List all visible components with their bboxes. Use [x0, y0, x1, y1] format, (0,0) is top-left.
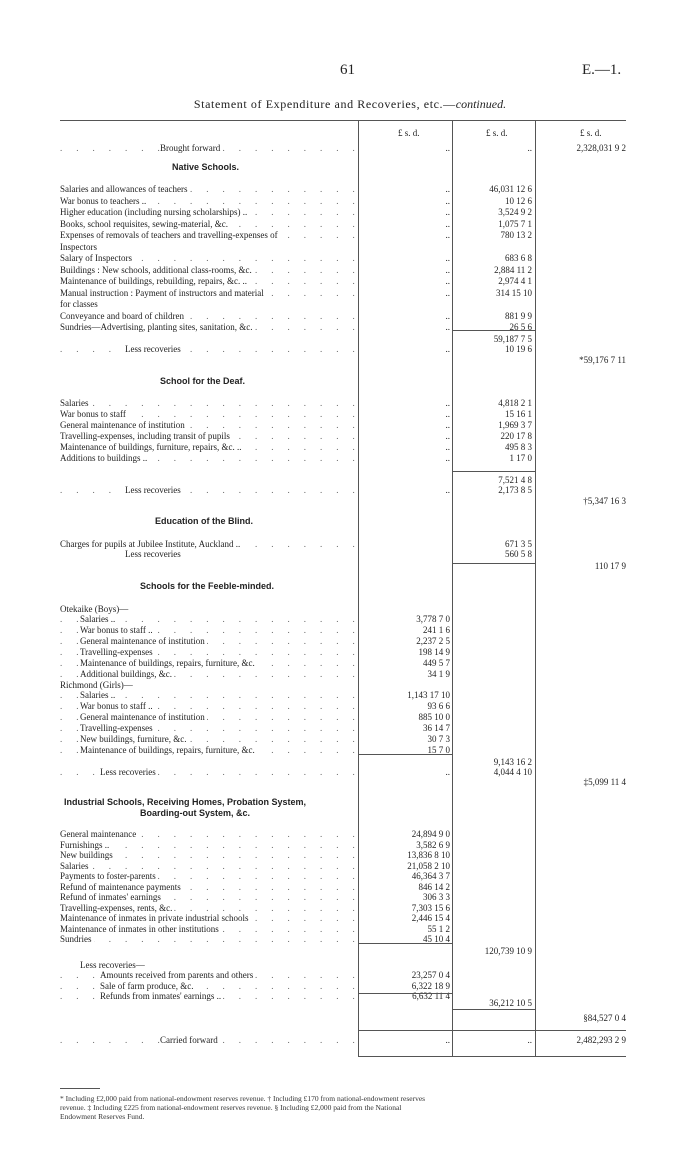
- native-row-c1: ..: [445, 184, 450, 194]
- deaf-subtotal: 7,521 4 8: [498, 475, 532, 485]
- brought-forward-c3: 2,328,031 9 2: [576, 143, 626, 153]
- richmond-row-label: New buildings, furniture, &c. .: [60, 734, 356, 744]
- otekaike-row-c1: 3,778 7 0: [416, 614, 450, 624]
- industrial-row-c1: 846 14 2: [418, 881, 450, 892]
- deaf-row-c2: 1 17 0: [509, 453, 532, 463]
- native-row-c2: 10 12 6: [505, 195, 532, 206]
- industrial-row-label: Payments to foster-parents .: [60, 871, 356, 881]
- deaf-row-c1: ..: [445, 409, 450, 419]
- otekaike-row-label: War bonus to staff .. .: [60, 625, 356, 635]
- richmond-row-label: General maintenance of institution .: [60, 712, 356, 722]
- industrial-row-c1: 45 10 4: [423, 934, 450, 944]
- native-row-c2: 683 6 8: [505, 253, 532, 263]
- brought-forward-c2: ..: [527, 143, 532, 153]
- footnote-line-3: Endowment Reserves Fund.: [60, 1112, 145, 1121]
- deaf-less-label: Less recoveries .: [60, 485, 356, 495]
- native-row-label: Books, school requisites, sewing-material, &c. .: [60, 219, 356, 229]
- deaf-row-label: War bonus to staff .: [60, 409, 356, 419]
- deaf-row-c1: ..: [445, 453, 450, 463]
- native-less-c2: 10 19 6: [505, 344, 532, 354]
- native-row-c2: 46,031 12 6: [489, 184, 532, 194]
- richmond-row-c1: 15 7 0: [427, 745, 450, 755]
- native-row-c2: 3,524 9 2: [498, 207, 532, 217]
- deaf-row-label: Travelling-expenses, including transit of pupils .: [60, 431, 356, 441]
- footnote-rule: [60, 1088, 100, 1089]
- native-row-label: Expenses of removals of teachers and travelling-expenses of .: [60, 230, 356, 240]
- native-less-c1: ..: [445, 344, 450, 354]
- feeble-less-c2: 4,044 4 10: [493, 767, 532, 777]
- industrial-less-row-c1: 6,322 18 9: [411, 980, 450, 991]
- native-row-c2: 1,075 7 1: [498, 218, 532, 229]
- otekaike-row-c1: 34 1 9: [427, 669, 450, 679]
- industrial-less-rule: [358, 993, 452, 994]
- deaf-net: †5,347 16 3: [583, 496, 626, 506]
- deaf-row-c1: ..: [445, 442, 450, 452]
- industrial-row-c1: 3,582 6 9: [416, 839, 450, 850]
- native-row-c1: ..: [445, 310, 450, 321]
- feeble-subtotal-rule: [358, 754, 452, 755]
- industrial-subtotal-rule: [358, 943, 452, 944]
- feeble-less-c1: ..: [445, 767, 450, 777]
- brought-forward-c1: ..: [445, 143, 450, 153]
- richmond-row-label: War bonus to staff .. .: [60, 701, 356, 711]
- native-row-c2: 2,884 11 2: [494, 264, 532, 275]
- native-row-label: Higher education (including nursing scholarships) .. .: [60, 207, 356, 217]
- feeble-subtotal: 9,143 16 2: [493, 757, 532, 767]
- deaf-row-c2: 4,818 2 1: [498, 398, 532, 408]
- industrial-row-label: Salaries .: [60, 861, 356, 871]
- carried-forward-c2: ..: [527, 1035, 532, 1045]
- top-rule: [60, 120, 626, 121]
- page-number: 61: [340, 62, 355, 78]
- blind-net: 110 17 9: [594, 561, 626, 571]
- industrial-net-rule: [452, 1009, 535, 1010]
- native-row-label: Manual instruction : Payment of instructors and material .: [60, 288, 356, 298]
- otekaike-group-label: Otekaike (Boys)—: [60, 604, 129, 614]
- deaf-row-c2: 220 17 8: [500, 431, 532, 441]
- deaf-row-label: Salaries .: [60, 398, 356, 408]
- industrial-row-label: Maintenance of inmates in private industrial schools .: [60, 913, 356, 923]
- footnote-line-2: revenue. ‡ Including £225 from national-endowment reserves revenue. § Including £2,000 paid from the National: [60, 1103, 402, 1112]
- industrial-row-c1: 46,364 3 7: [411, 871, 450, 881]
- industrial-net: §84,527 0 4: [583, 1013, 626, 1023]
- document-code: E.—1.: [582, 62, 622, 78]
- otekaike-row-label: General maintenance of institution .: [60, 636, 356, 646]
- industrial-less-row-label: Sale of farm produce, &c. .: [60, 981, 356, 991]
- carried-rule: [358, 1030, 626, 1031]
- brought-forward-label: Brought forward .: [60, 143, 356, 153]
- deaf-school-heading: School for the Deaf.: [160, 376, 246, 386]
- native-row-c2: 26 5 6: [509, 322, 532, 332]
- industrial-row-label: New buildings .: [60, 850, 356, 860]
- native-schools-heading: Native Schools.: [172, 162, 240, 172]
- blind-heading: Education of the Blind.: [155, 516, 253, 526]
- deaf-row-c1: ..: [445, 431, 450, 441]
- native-less-label: Less recoveries .: [60, 344, 356, 354]
- richmond-group-label: Richmond (Girls)—: [60, 680, 133, 690]
- deaf-row-c1: ..: [445, 398, 450, 408]
- industrial-less-row-label: Amounts received from parents and others .: [60, 970, 356, 980]
- feeble-less-label: Less recoveries .: [60, 767, 356, 777]
- native-row-c1: ..: [445, 276, 450, 286]
- col-header-2: £ s. d.: [486, 128, 508, 138]
- native-row-label: Maintenance of buildings, rebuilding, repairs, &c. .. .: [60, 276, 356, 286]
- industrial-row-label: General maintenance .: [60, 829, 356, 839]
- col-header-3: £ s. d.: [580, 128, 602, 138]
- column-rule-3: [535, 121, 536, 1056]
- native-row-c1: ..: [445, 264, 450, 275]
- blind-less-c2: 560 5 8: [505, 549, 532, 559]
- native-row-c2: 881 9 9: [505, 310, 532, 321]
- industrial-row-label: Refund of maintenance payments .: [60, 882, 356, 892]
- industrial-row-c1: 2,446 15 4: [411, 913, 450, 923]
- carried-forward-c3: 2,482,293 2 9: [576, 1035, 626, 1045]
- otekaike-row-c1: 241 1 6: [423, 625, 450, 635]
- otekaike-row-label: Maintenance of buildings, repairs, furniture, &c. .: [60, 658, 356, 668]
- blind-less-label: Less recoveries: [125, 549, 181, 559]
- native-row-c2: 2,974 4 1: [498, 276, 532, 286]
- industrial-row-c1: 55 1 2: [427, 923, 450, 934]
- otekaike-row-label: Travelling-expenses .: [60, 647, 356, 657]
- native-row-c1: ..: [445, 322, 450, 332]
- otekaike-row-c1: 198 14 9: [418, 647, 450, 657]
- deaf-row-c2: 15 16 1: [505, 409, 532, 419]
- col-header-1: £ s. d.: [398, 128, 420, 138]
- native-net: *59,176 7 11: [579, 355, 626, 365]
- native-row-c2: 314 15 10: [496, 287, 532, 298]
- industrial-row-label: Furnishings .. .: [60, 840, 356, 850]
- industrial-row-label: Sundries .: [60, 934, 356, 944]
- industrial-row-c1: 13,836 8 10: [407, 850, 450, 860]
- deaf-row-label: Additions to buildings .. .: [60, 453, 356, 463]
- industrial-row-label: Refund of inmates' earnings .: [60, 892, 356, 902]
- footnotes: [60, 1094, 630, 1121]
- richmond-row-c1: 93 6 6: [427, 701, 450, 711]
- title-text: Statement of Expenditure and Recoveries, etc.—: [193, 97, 456, 111]
- native-row-c1: ..: [445, 253, 450, 263]
- carried-forward-c1: ..: [445, 1035, 450, 1045]
- blind-rule: [452, 563, 535, 564]
- industrial-row-label: Maintenance of inmates in other institutions .: [60, 924, 356, 934]
- feeble-net: ‡5,099 11 4: [583, 777, 626, 787]
- otekaike-row-label: Salaries .. .: [60, 614, 356, 624]
- industrial-row-label: Travelling-expenses, rents, &c. .: [60, 903, 356, 913]
- native-row-label: War bonus to teachers .. .: [60, 196, 356, 206]
- native-row-label: Conveyance and board of children .: [60, 311, 356, 321]
- industrial-less-row-label: Refunds from inmates' earnings .. .: [60, 991, 356, 1001]
- native-row-c1: ..: [445, 195, 450, 206]
- native-row-c2: 780 13 2: [500, 230, 532, 240]
- richmond-row-c1: 36 14 7: [423, 723, 450, 733]
- industrial-heading-2: Boarding-out System, &c.: [140, 808, 251, 818]
- industrial-less-heading: Less recoveries—: [80, 960, 145, 970]
- deaf-row-c2: 495 8 3: [505, 442, 532, 452]
- feeble-minded-heading: Schools for the Feeble-minded.: [140, 581, 275, 591]
- deaf-less-c1: ..: [445, 485, 450, 495]
- native-subtotal-rule: [452, 330, 535, 331]
- industrial-row-c1: 7,303 15 6: [411, 902, 450, 913]
- page-title: [0, 97, 700, 112]
- industrial-subtotal: 120,739 10 9: [484, 946, 532, 956]
- native-row-c1: ..: [445, 207, 450, 217]
- industrial-less-row-c1: 6,632 11 4: [412, 991, 450, 1001]
- industrial-heading-1: Industrial Schools, Receiving Homes, Probation System,: [64, 797, 307, 807]
- otekaike-row-c1: 2,237 2 5: [416, 636, 450, 646]
- blind-row-c2: 671 3 5: [505, 539, 532, 549]
- footnote-line-1: * Including £2,000 paid from national-endowment reserves revenue. † Including £170 from national-endowment reserves: [60, 1094, 426, 1103]
- industrial-less-row-c1: 23,257 0 4: [411, 970, 450, 980]
- blind-row-label: Charges for pupils at Jubilee Institute, Auckland .. .: [60, 539, 356, 549]
- deaf-row-label: Maintenance of buildings, furniture, repairs, &c. .. .: [60, 442, 356, 452]
- deaf-less-c2: 2,173 8 5: [498, 485, 532, 495]
- richmond-row-label: Maintenance of buildings, repairs, furniture, &c. .: [60, 745, 356, 755]
- carried-forward-label: Carried forward .: [60, 1035, 356, 1045]
- richmond-row-label: Salaries .. .: [60, 690, 356, 700]
- richmond-row-c1: 885 10 0: [418, 712, 450, 722]
- native-row-label: Buildings : New schools, additional class-rooms, &c. .: [60, 265, 356, 275]
- title-italic: continued.: [455, 97, 507, 111]
- native-row-label: for classes: [60, 299, 98, 309]
- richmond-row-label: Travelling-expenses .: [60, 723, 356, 733]
- otekaike-row-label: Additional buildings, &c. .: [60, 669, 356, 679]
- native-subtotal: 59,187 7 5: [493, 334, 532, 344]
- deaf-row-c1: ..: [445, 420, 450, 430]
- native-row-c1: ..: [445, 287, 450, 298]
- native-row-label: Inspectors: [60, 241, 97, 252]
- native-row-c1: ..: [445, 230, 450, 240]
- native-row-c1: ..: [445, 218, 450, 229]
- deaf-subtotal-rule: [452, 471, 535, 472]
- richmond-row-c1: 1,143 17 10: [407, 690, 450, 700]
- richmond-row-c1: 30 7 3: [427, 734, 450, 744]
- industrial-row-c1: 306 3 3: [423, 892, 450, 902]
- bottom-rule: [358, 1056, 626, 1057]
- native-row-label: Salary of Inspectors .: [60, 253, 356, 263]
- industrial-row-c1: 21,058 2 10: [407, 860, 450, 871]
- native-row-label: Sundries—Advertising, planting sites, sanitation, &c. .: [60, 322, 356, 332]
- industrial-row-c1: 24,894 9 0: [411, 829, 450, 839]
- deaf-row-label: General maintenance of institution .: [60, 420, 356, 430]
- otekaike-row-c1: 449 5 7: [423, 658, 450, 668]
- native-row-label: Salaries and allowances of teachers .: [60, 184, 356, 194]
- industrial-less-total: 36,212 10 5: [489, 998, 532, 1008]
- deaf-row-c2: 1,969 3 7: [498, 420, 532, 430]
